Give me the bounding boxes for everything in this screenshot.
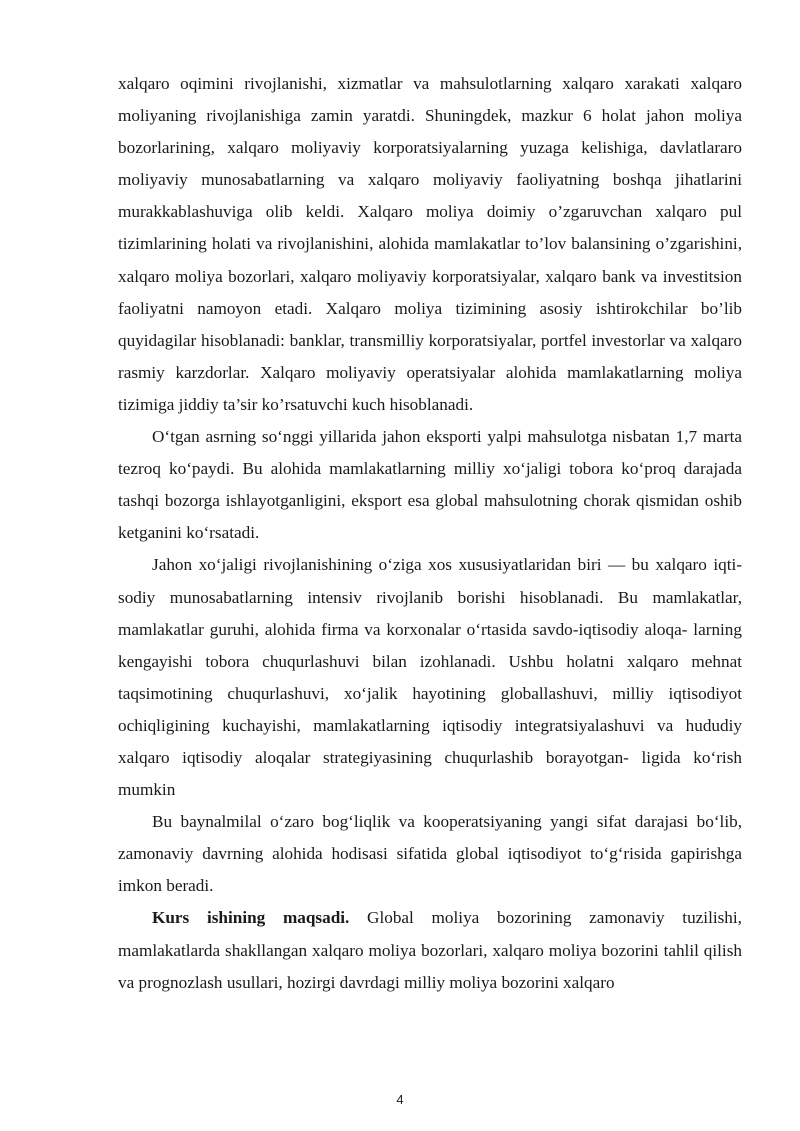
page-number: 4 <box>396 1092 404 1107</box>
course-aim-heading: Kurs ishining maqsadi. <box>152 908 350 928</box>
paragraph-4: Bu baynalmilal o‘zaro bog‘liqlik va kooperatsiyaning yangi sifat darajasi bo‘lib, zamonaviy davrning alohida hodisasi sifatida global iqtisodiyot to‘g‘risida gapirishga imkon beradi. <box>118 812 742 896</box>
course-aim-text: Global moliya bozorining zamonaviy tuzilishi, mamlakatlarda shakllangan xalqaro moliya bozorlari, xalqaro moliya bozorini tahlil qilish va prognozlash usullari, hozirgi davrdagi milliy moliya bozorini xalqaro <box>118 908 742 992</box>
document-body <box>118 68 742 999</box>
paragraph-5 <box>118 902 742 998</box>
paragraph-2: O‘tgan asrning so‘nggi yillarida jahon eksporti yalpi mahsulotga nisbatan 1,7 marta tezroq ko‘paydi. Bu alohida mamlakatlarning milliy xo‘jaligi tobora ko‘proq darajada tashqi bozorga ishlayotganligini, eksport esa global mahsulotning chorak qismidan oshib ketganini ko‘rsatadi. <box>118 427 742 543</box>
paragraph-3: Jahon xo‘jaligi rivojlanishining o‘ziga xos xususiyatlaridan biri — bu xalqaro iqti- sodiy munosabatlarning intensiv rivojlanib borishi hisoblanadi. Bu mamlakatlar, mamlakatlar guruhi, alohida firma va korxonalar o‘rtasida savdo-iqtisodiy aloqa- larning kengayishi tobora chuqurlashuvi bilan izohlanadi. Ushbu holatni xalqaro mehnat taqsimotining chuqurlashuvi, xo‘jalik hayotining globallashuvi, milliy iqtisodiyot ochiqligining kuchayishi, mamlakatlarning iqtisodiy integratsiyalashuvi va hududiy xalqaro iqtisodiy aloqalar strategiyasining chuqurlashib borayotgan- ligida ko‘rish mumkin <box>118 555 742 800</box>
paragraph-1: xalqaro oqimini rivojlanishi, xizmatlar va mahsulotlarning xalqaro xarakati xalqaro moliyaning rivojlanishiga zamin yaratdi. Shuningdek, mazkur 6 holat jahon moliya bozorlarining, xalqaro moliyaviy korporatsiyalarning yuzaga kelishiga, davlatlararo moliyaviy munosabatlarning va xalqaro moliyaviy faoliyatning boshqa jihatlarini murakkablashuviga olib keldi. Xalqaro moliya doimiy o’zgaruvchan xalqaro pul tizimlarining holati va rivojlanishini, alohida mamlakatlar to’lov balansining o’zgarishini, xalqaro moliya bozorlari, xalqaro moliyaviy korporatsiyalar, xalqaro bank va investitsion faoliyatni namoyon etadi. Xalqaro moliya tizimining asosiy ishtirokchilar bo’lib quyidagilar hisoblanadi: banklar, transmilliy korporatsiyalar, portfel investorlar va xalqaro rasmiy karzdorlar. Xalqaro moliyaviy operatsiyalar alohida mamlakatlarning moliya tizimiga jiddiy ta’sir ko’rsatuvchi kuch hisoblanadi. <box>118 74 742 414</box>
